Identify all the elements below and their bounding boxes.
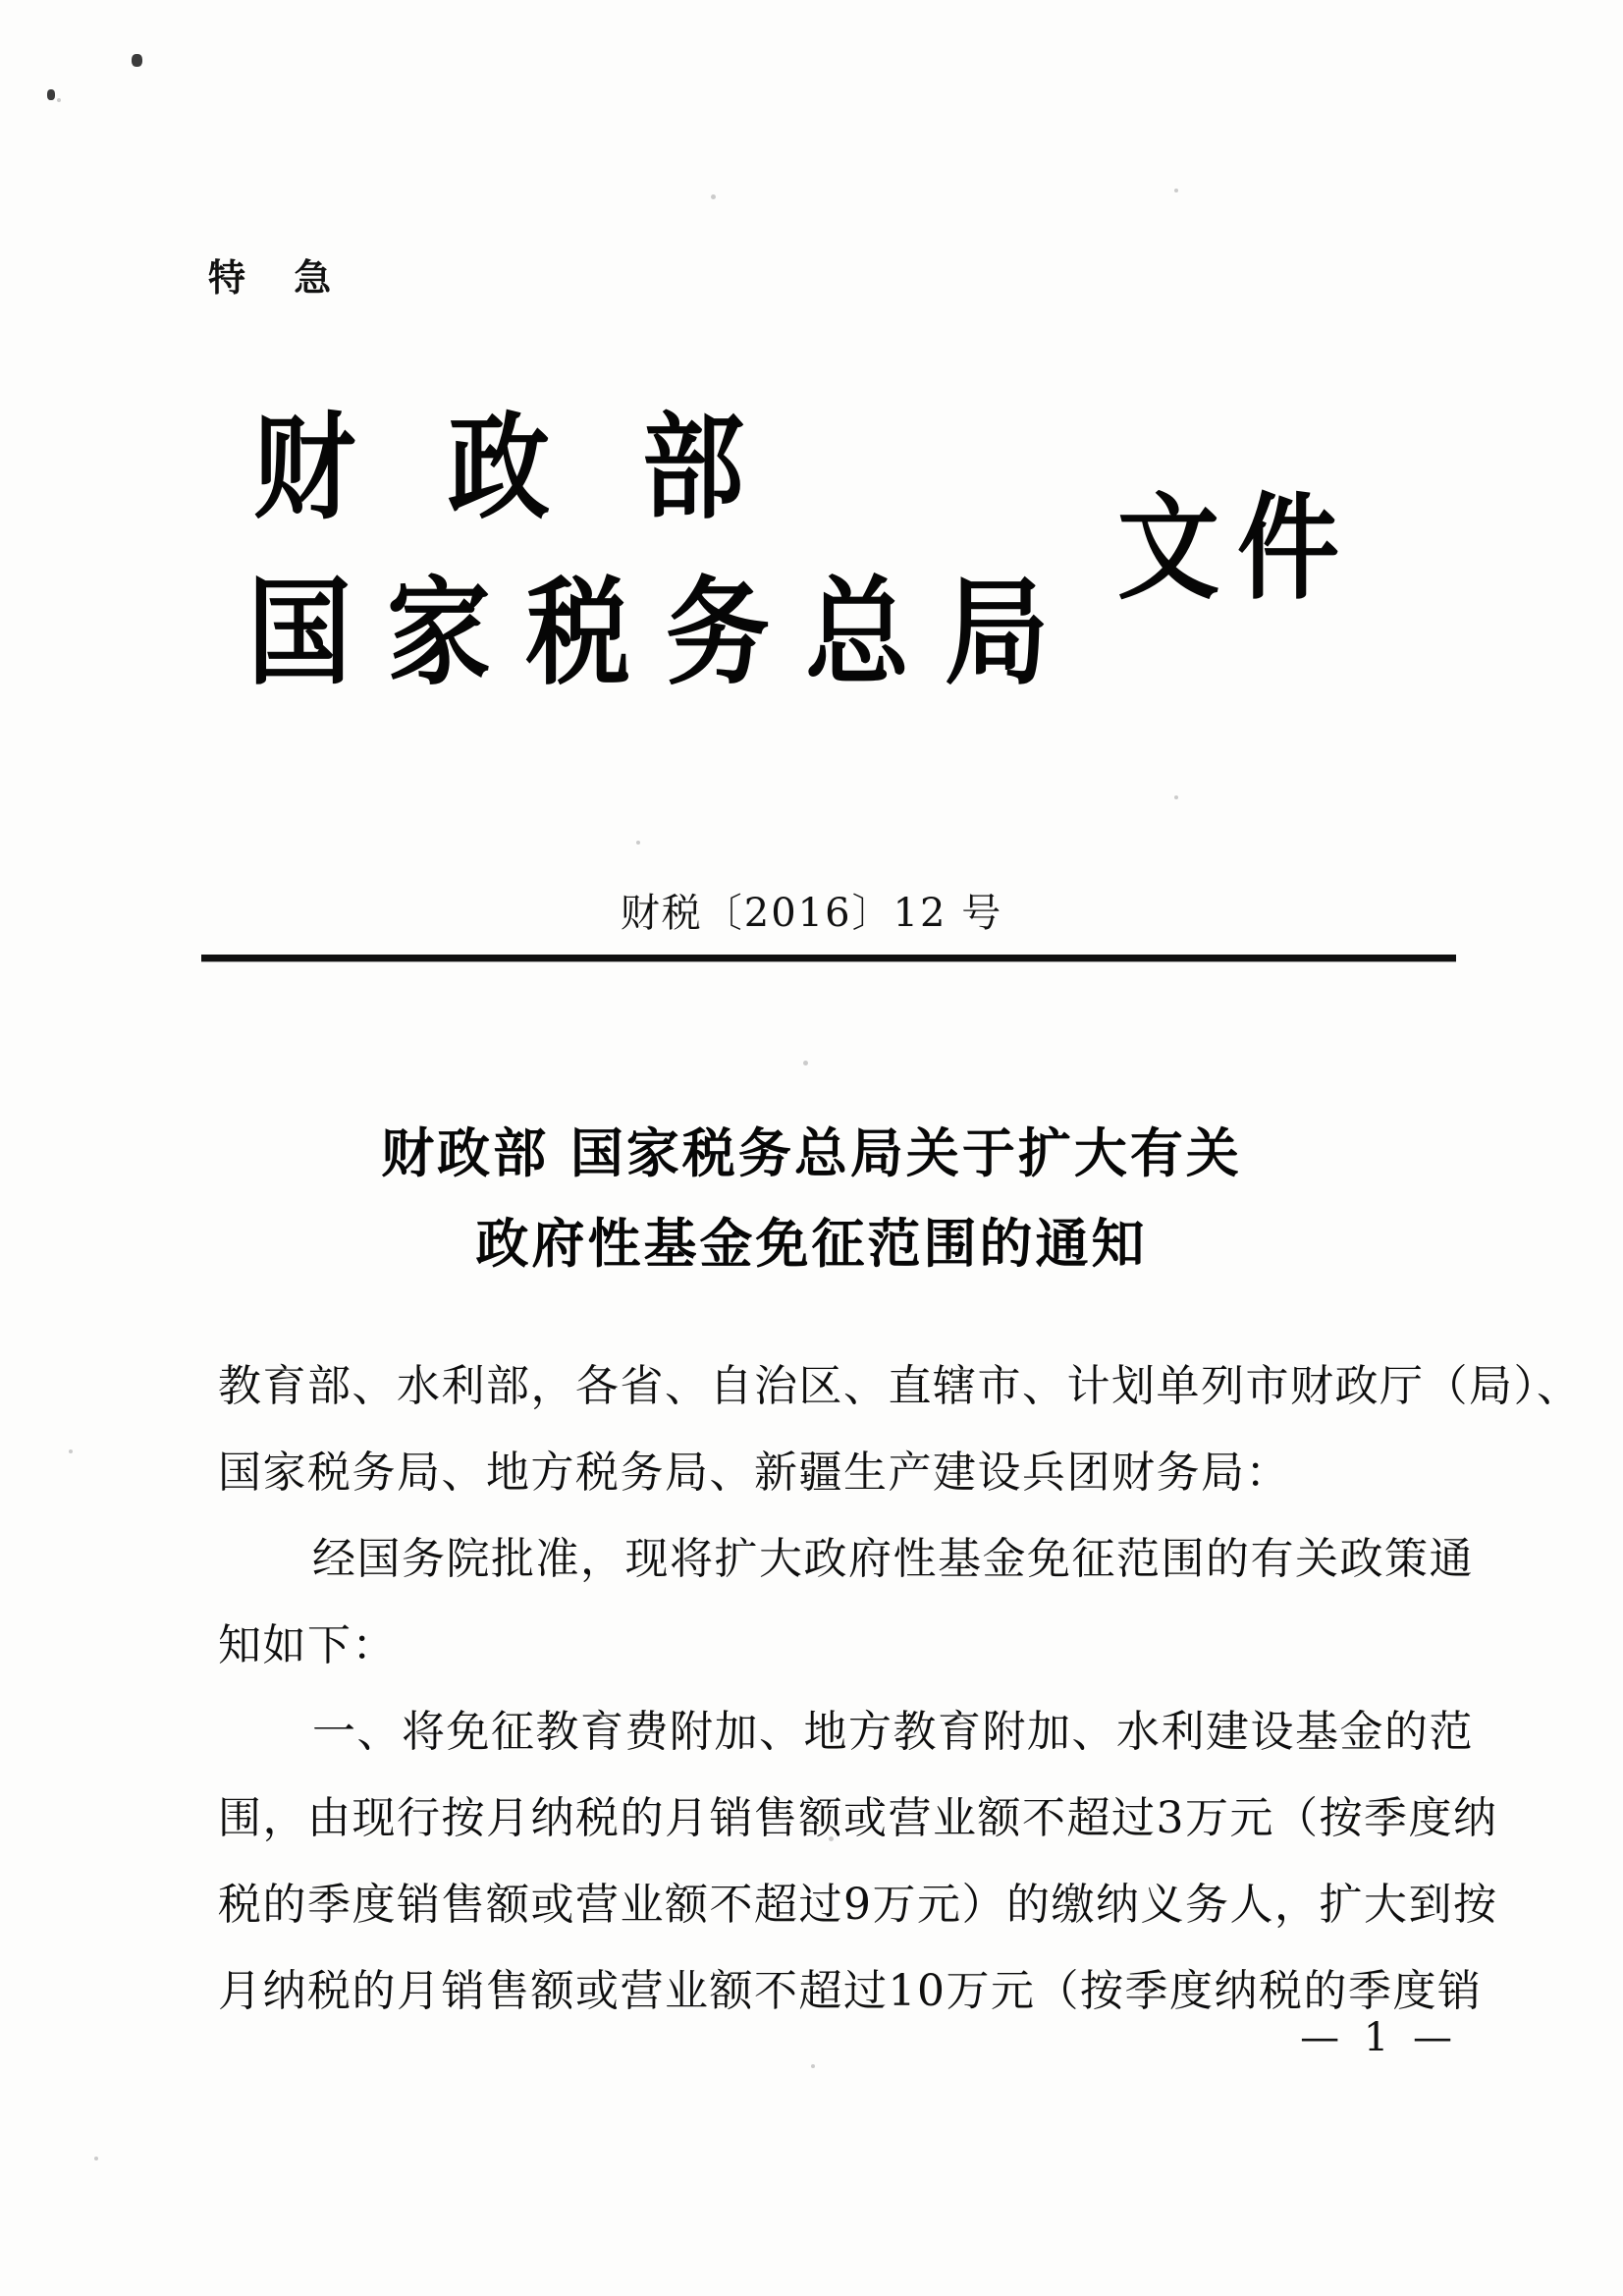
scan-dust [1174,189,1178,192]
body-line: 教育部、水利部，各省、自治区、直辖市、计划单列市财政厅（局）、 [218,1361,1582,1411]
scan-dust [94,2157,98,2160]
body-line: 经国务院批准，现将扩大政府性基金免征范围的有关政策通 [312,1534,1474,1584]
scan-dust [69,1449,73,1453]
urgency-mark: 特 急 [208,256,350,300]
scan-speckle [132,54,142,67]
scan-dust [803,1061,808,1066]
document-title [0,1108,1623,1288]
title-line: 政府性基金免征范围的通知 [475,1212,1148,1275]
body-line: 知如下： [218,1620,397,1670]
scan-dust [811,2064,815,2068]
scan-dust [1174,795,1178,799]
scan-speckle [47,89,55,100]
masthead-administration: 国家税务总局 [247,563,1084,701]
masthead [0,375,1623,701]
masthead-doctype: 文件 [1117,479,1358,616]
masthead-ministry: 财政部 [253,399,838,535]
body-line: 月纳税的月销售额或营业额不超过10万元（按季度纳税的季度销 [218,1966,1483,2016]
body-line: 一、将免征教育费附加、地方教育附加、水利建设基金的范 [312,1707,1474,1757]
scan-dust [636,841,640,845]
document-number: 财税〔2016〕12 号 [620,891,1003,936]
page-number: — 1 — [1300,2015,1458,2060]
scan-dust [57,98,61,102]
title-line: 财政部 国家税务总局关于扩大有关 [381,1121,1242,1184]
body-line: 围，由现行按月纳税的月销售额或营业额不超过3万元（按季度纳 [218,1793,1498,1843]
document-body [218,1343,1582,2035]
body-line: 税的季度销售额或营业额不超过9万元）的缴纳义务人，扩大到按 [218,1880,1498,1930]
scan-dust [711,194,716,199]
body-line: 国家税务局、地方税务局、新疆生产建设兵团财务局： [218,1448,1290,1498]
masthead-separator-rule [201,955,1456,961]
